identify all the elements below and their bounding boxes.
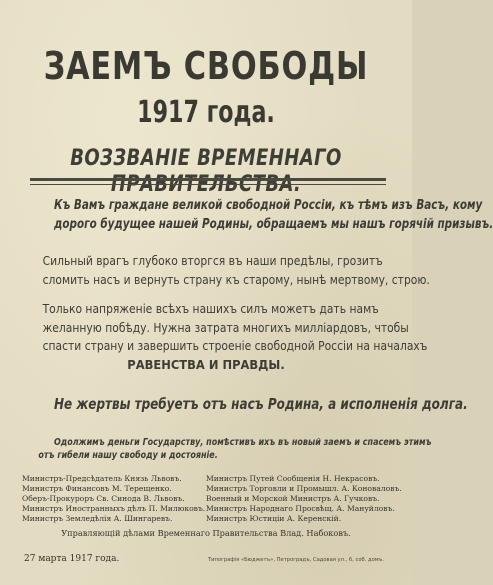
minister-signature: Министръ Путей Сообщенія Н. Некрасовъ. — [206, 474, 380, 483]
appeal-paragraph-1 — [16, 196, 493, 234]
paragraph-line: спасти страну и завершить строеніе свободной Россіи на началахъ — [42, 338, 428, 353]
paragraph-line: Одолжимъ деньги Государству, помѣстивъ ихъ въ новый заемъ и спасемъ этимъ — [54, 437, 432, 448]
paragraph-line: желанную побѣду. Нужна затрата многихъ милліардовъ, чтобы — [42, 319, 409, 335]
ministers-left-column — [22, 474, 205, 524]
appeal-paragraph-3 — [16, 300, 428, 374]
minister-signature: Оберъ-Прокуроръ Св. Синода В. Львовъ. — [22, 494, 185, 503]
poster-title: ЗАЕМЪ СВОБОДЫ — [43, 44, 369, 88]
paragraph-line: Не жертвы требуетъ отъ насъ Родина, а исполненія долга. — [54, 395, 468, 413]
paragraph-line: дорого будущее нашей Родины, обращаемъ мы нашъ горячій призывъ. — [54, 217, 493, 232]
ministers-right-column — [206, 474, 402, 524]
title-divider — [30, 178, 386, 185]
poster-subtitle: ВОЗЗВАНІЕ ВРЕМЕННАГО ПРАВИТЕЛЬСТВА. — [70, 146, 342, 197]
appeal-paragraph-5 — [16, 436, 432, 462]
appeal-paragraph-4 — [16, 394, 468, 414]
paragraph-line: Только напряженіе всѣхъ нашихъ силъ можетъ дать намъ — [42, 301, 379, 316]
printer-imprint: Типографія «Бюджетъ», Петроградъ, Садовая ул., 6, соб. домъ. — [208, 557, 384, 563]
appeal-paragraph-2 — [16, 251, 430, 289]
paragraph-line: Къ Вамъ граждане великой свободной Россіи, къ тѣмъ изъ Васъ, кому — [54, 198, 483, 213]
minister-signature: Военный и Морской Министръ А. Гучковъ. — [206, 494, 380, 503]
minister-signature: Министръ Финансовъ М. Терещенко. — [22, 484, 172, 493]
minister-signature: Министръ-Предсѣдатель Князь Львовъ. — [22, 474, 182, 483]
minister-signature: Министръ Торговли и Промышл. А. Коноваловъ. — [206, 484, 402, 493]
poster-year: 1917 года. — [137, 95, 275, 130]
minister-signature: Министръ Иностранныхъ дѣлъ П. Милюковъ. — [22, 504, 206, 513]
minister-signature: Министръ Народнаго Просвѣщ. А. Мануйловъ. — [206, 504, 395, 513]
proclamation-date: 27 марта 1917 года. — [24, 554, 120, 564]
paragraph-line: РАВЕНСТВА И ПРАВДЫ. — [127, 356, 285, 372]
minister-signature: Министръ Земледѣлія А. Шингаревъ. — [22, 514, 173, 523]
paragraph-line: отъ гибели нашу свободу и достояніе. — [38, 450, 218, 461]
minister-signature: Министръ Юстиціи А. Керенскій. — [206, 514, 342, 523]
paragraph-line: Сильный врагъ глубоко вторгся въ наши предѣлы, грозитъ — [42, 253, 383, 268]
manager-signature: Управляющій дѣлами Временнаго Правительства Влад. Набоковъ. — [61, 528, 351, 538]
paragraph-line: сломить насъ и вернуть страну къ старому, нынѣ мертвому, строю. — [42, 272, 430, 287]
